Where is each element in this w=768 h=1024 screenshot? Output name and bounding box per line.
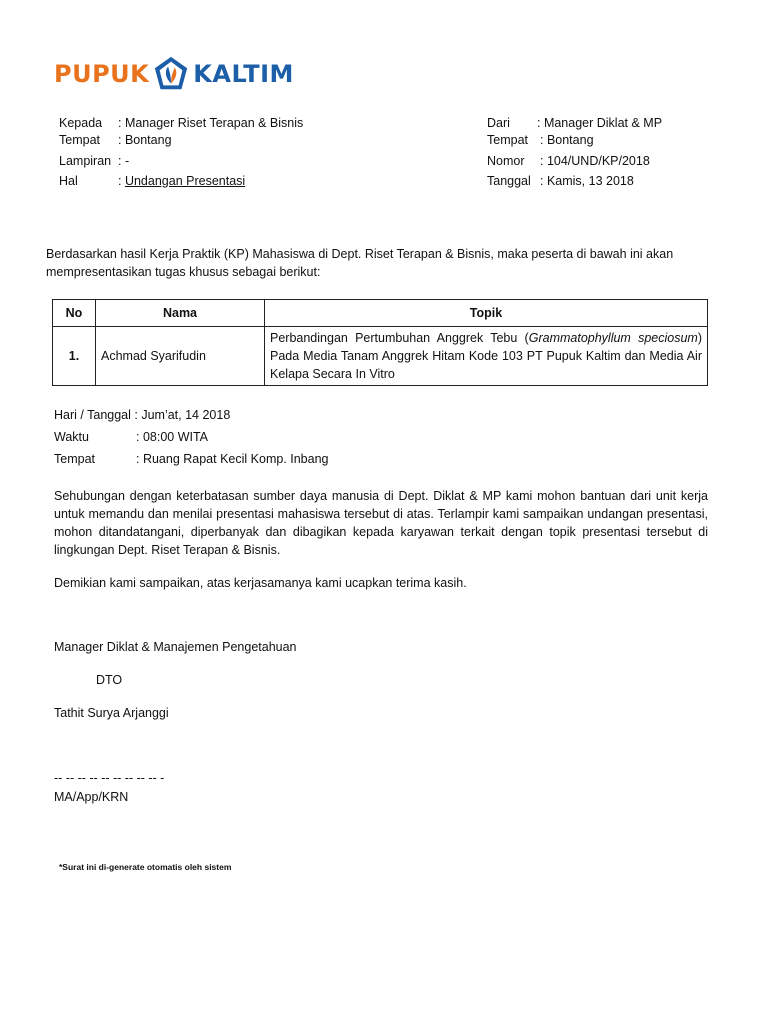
header-hal — [59, 174, 245, 188]
header-dari-label: Dari — [487, 116, 510, 130]
signature-name: Tathit Surya Arjanggi — [54, 706, 169, 720]
signature-dashes: -- -- -- -- -- -- -- -- -- - — [54, 771, 165, 785]
pupuk-kaltim-emblem-icon — [152, 55, 190, 93]
company-logo — [54, 54, 294, 94]
closing-paragraph: Demikian kami sampaikan, atas kerjasamanya kami ucapkan terima kasih. — [54, 576, 467, 590]
topik-text-after: ) Pada Media Tanam Anggrek Hitam Kode 103 PT Pupuk Kaltim dan Media Air Kelapa Secara In Vitro — [270, 331, 702, 381]
schedule-tempat-label: Tempat — [54, 452, 95, 466]
header-kepada — [59, 116, 303, 130]
header-tempat-right — [487, 133, 594, 147]
header-nomor-label: Nomor — [487, 154, 525, 168]
header-dari — [487, 116, 662, 130]
schedule-hari-label: Hari / Tanggal — [54, 408, 131, 422]
header-tempat-value: : Bontang — [118, 133, 172, 147]
schedule-hari — [54, 408, 230, 422]
presentation-table — [52, 299, 708, 386]
table-cell-nama: Achmad Syarifudin — [96, 327, 265, 386]
table-header-no: No — [53, 300, 96, 327]
header-tempat-label: Tempat — [59, 133, 100, 147]
signature-code: MA/App/KRN — [54, 790, 129, 804]
signature-dto: DTO — [96, 673, 123, 687]
header-dari-value: : Manager Diklat & MP — [537, 116, 663, 130]
intro-paragraph: Berdasarkan hasil Kerja Praktik (KP) Mahasiswa di Dept. Riset Terapan & Bisnis, maka peserta di bawah ini akan mempresentasikan tugas khusus sebagai berikut: — [46, 247, 674, 279]
header-hal-prefix: : — [118, 174, 125, 188]
signature-title: Manager Diklat & Manajemen Pengetahuan — [54, 640, 297, 654]
schedule-waktu — [54, 430, 208, 444]
header-tempat-right-value: : Bontang — [540, 133, 594, 147]
header-hal-label: Hal — [59, 174, 78, 188]
schedule-hari-value: : Jum’at, 14 2018 — [134, 408, 231, 422]
schedule-tempat — [54, 452, 328, 466]
header-tanggal-label: Tanggal — [487, 174, 531, 188]
header-lampiran — [59, 154, 129, 168]
table-row — [53, 327, 708, 386]
table-cell-topik — [265, 327, 708, 386]
header-kepada-label: Kepada — [59, 116, 103, 130]
table-header-topik: Topik — [265, 300, 708, 327]
header-nomor — [487, 154, 650, 168]
header-kepada-value: : Manager Riset Terapan & Bisnis — [118, 116, 304, 130]
header-lampiran-value: : - — [118, 154, 130, 168]
header-nomor-value: : 104/UND/KP/2018 — [540, 154, 650, 168]
table-header-nama: Nama — [96, 300, 265, 327]
schedule-tempat-value: : Ruang Rapat Kecil Komp. Inbang — [136, 452, 329, 466]
header-tanggal — [487, 174, 634, 188]
topik-text-before: Perbandingan Pertumbuhan Anggrek Tebu ( — [270, 331, 529, 345]
header-tanggal-value: : Kamis, 13 2018 — [540, 174, 634, 188]
header-lampiran-label: Lampiran — [59, 154, 112, 168]
header-tempat-right-label: Tempat — [487, 133, 528, 147]
body-paragraph: Sehubungan dengan keterbatasan sumber daya manusia di Dept. Diklat & MP kami mohon bantuan dari unit kerja untuk memandu dan menilai presentasi mahasiswa tersebut di atas. Terlampir kami sampaikan undangan presentasi, mohon ditandatangani, diperbanyak dan dibagikan kepada karyawan terkait dengan topik presentasi tersebut di lingkungan Dept. Riset Terapan & Bisnis. — [54, 489, 708, 557]
logo-text-right: KALTIM — [193, 60, 294, 88]
schedule-waktu-value: : 08:00 WITA — [136, 430, 209, 444]
schedule-waktu-label: Waktu — [54, 430, 89, 444]
table-cell-no: 1. — [53, 327, 96, 386]
header-hal-value: Undangan Presentasi — [124, 174, 246, 188]
topik-text-italic: Grammatophyllum speciosum — [528, 331, 698, 345]
logo-text-left: PUPUK — [54, 60, 150, 88]
footnote: *Surat ini di-generate otomatis oleh sistem — [59, 862, 232, 872]
header-tempat — [59, 133, 172, 147]
table-header-row — [53, 300, 708, 327]
